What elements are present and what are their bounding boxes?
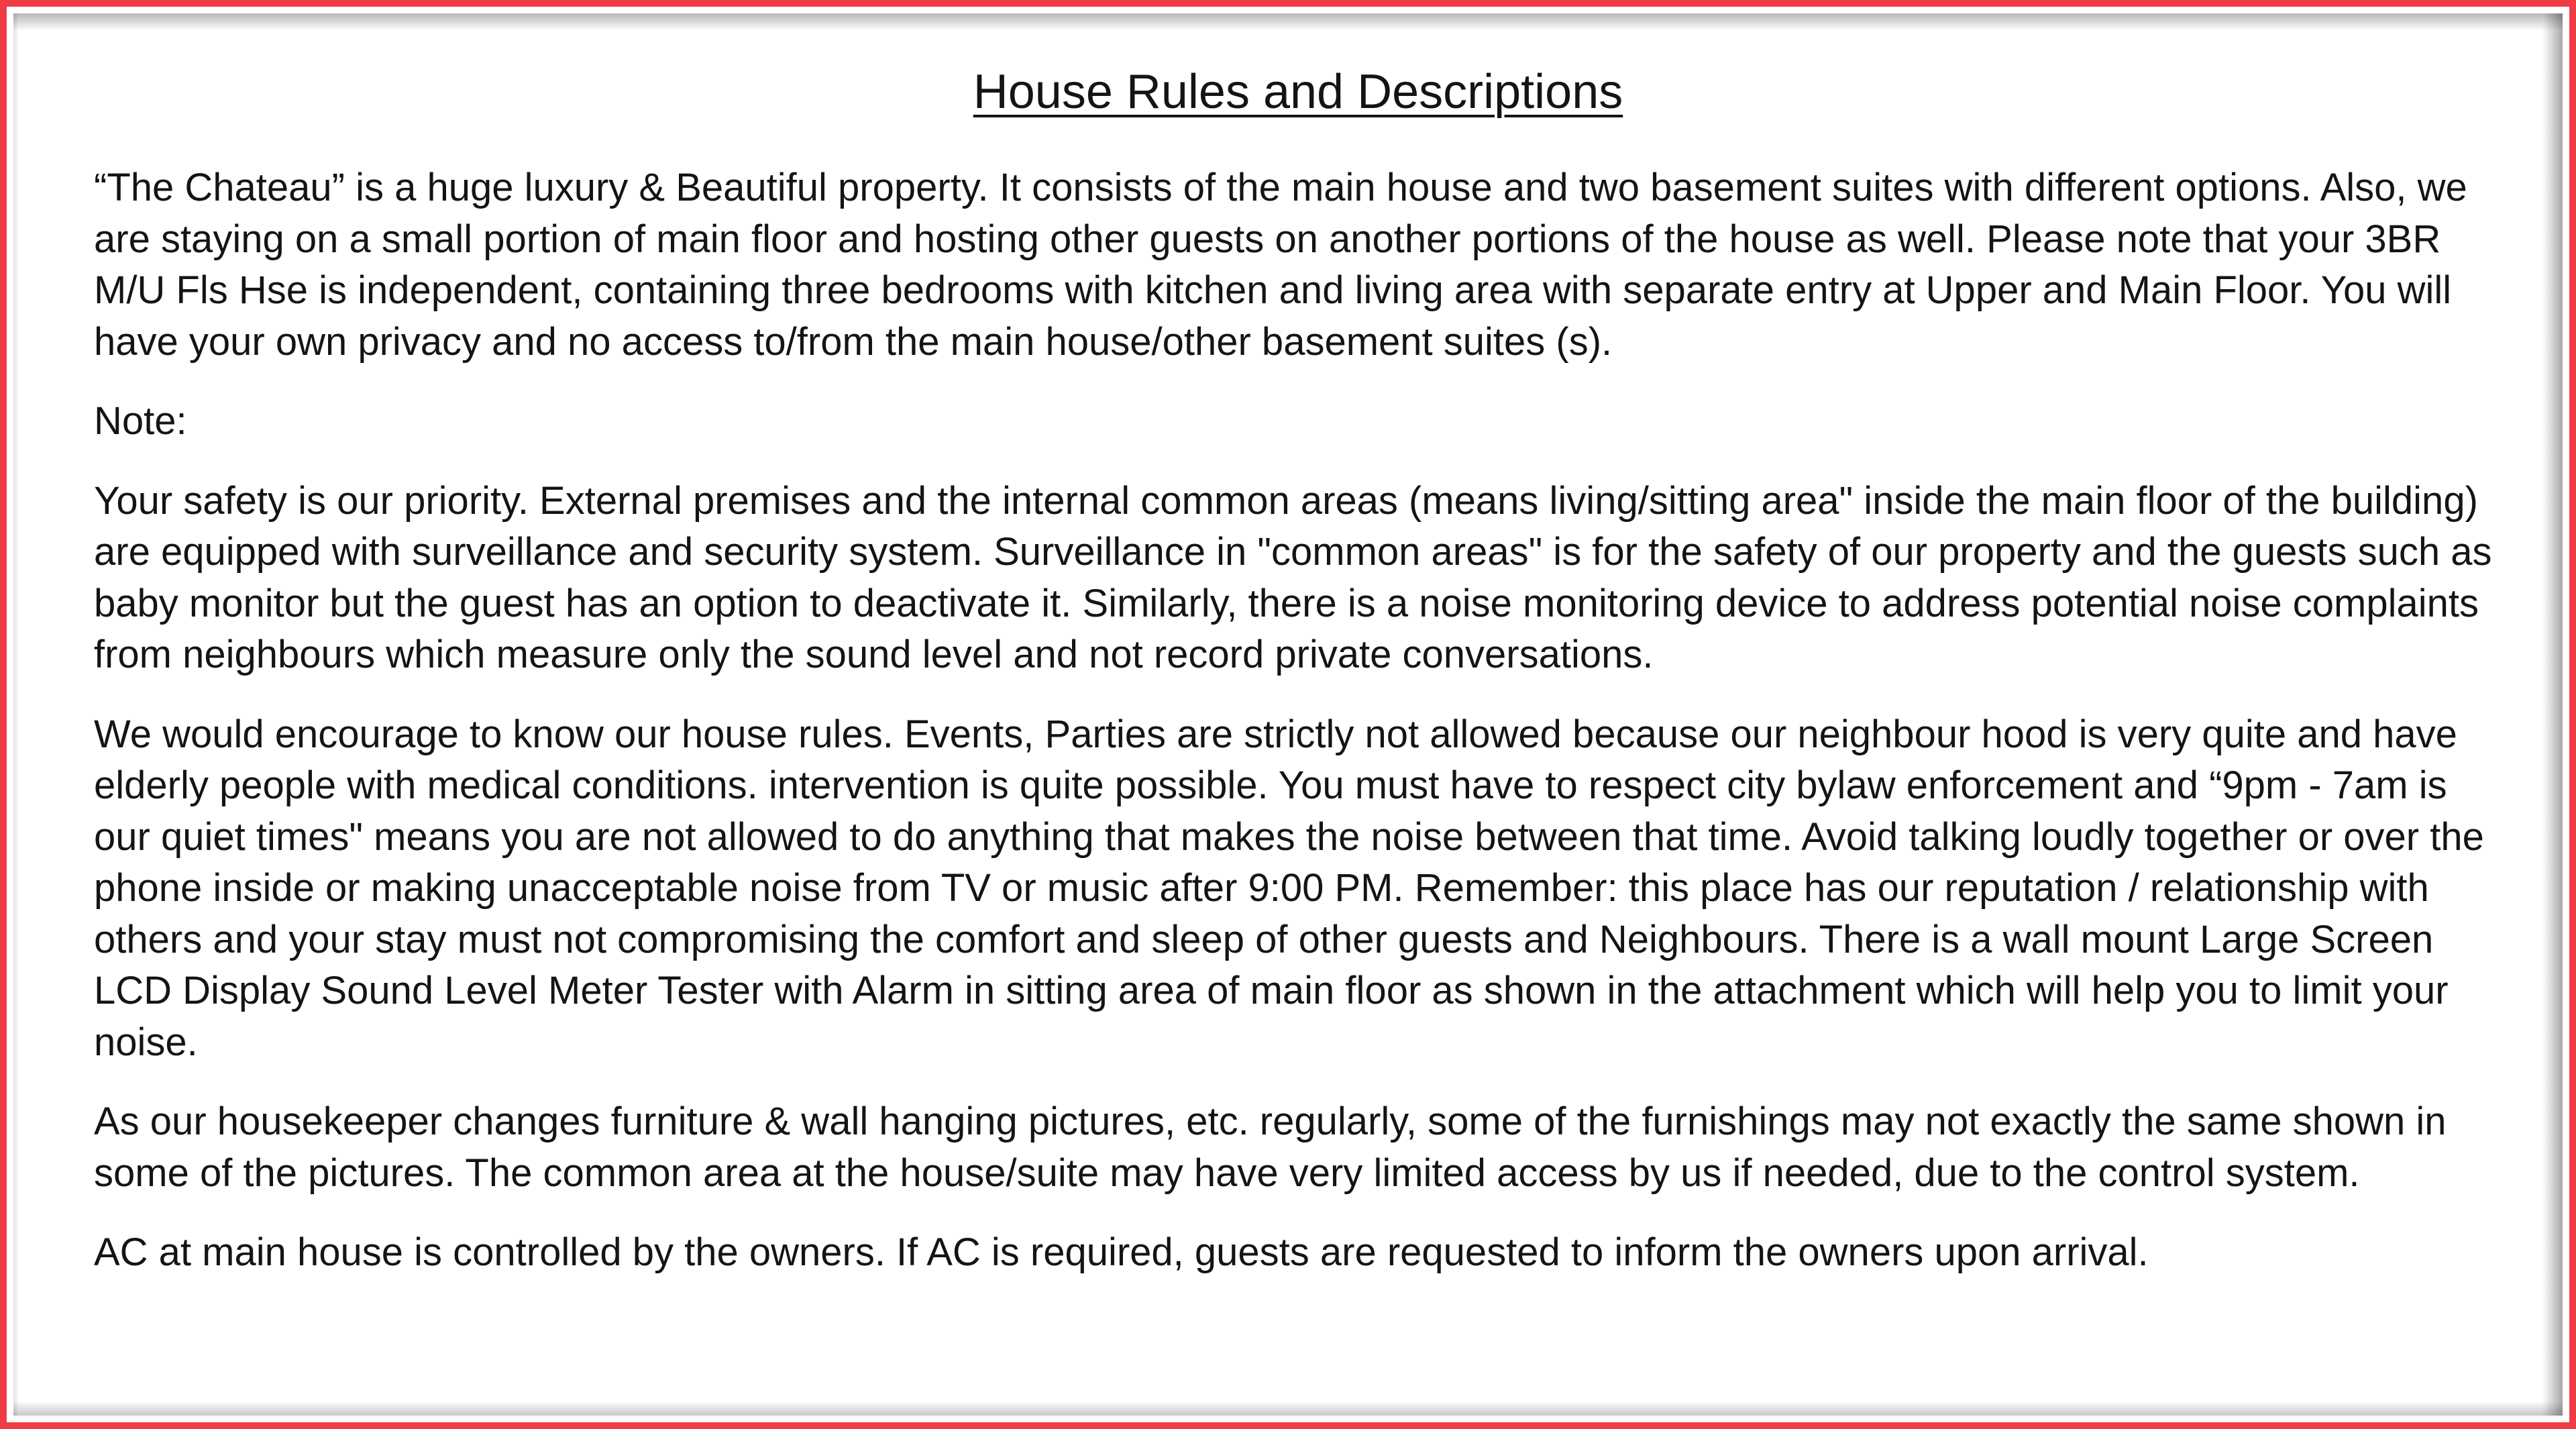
frame-shadow-top — [13, 13, 2563, 31]
ac-paragraph: AC at main house is controlled by the owners. If AC is required, guests are requested to inform the owners upon arrival. — [94, 1230, 2149, 1274]
furnishings-paragraph: As our housekeeper changes furniture & wall hanging pictures, etc. regularly, some of the furnishings may not exactly the same shown in some of the pictures. The common area at the house/suite may have very limited access by us if needed, due to the control system. — [94, 1100, 2447, 1195]
frame-shadow-left — [13, 13, 19, 1416]
page-title: House Rules and Descriptions — [973, 65, 1623, 119]
note-label: Note: — [94, 399, 187, 443]
intro-paragraph: “The Chateau” is a huge luxury & Beautiful property. It consists of the main house and two basement suites with different options. Also, we are staying on a small portion of main floor and hosting other guests on another portions of the house as well. Please note that your 3BR M/U Fls Hse is independent, containing three bedrooms with kitchen and living area with separate entry at Upper and Main Floor. You will have your own privacy and no access to/from the main house/other basement suites (s). — [94, 166, 2467, 364]
safety-paragraph: Your safety is our priority. External premises and the internal common areas (means living/sitting area" inside the main floor of the building) are equipped with surveillance and security system. Surveillance in "common areas" is for the safety of our property and the guests such as baby monitor but the guest has an option to deactivate it. Similarly, there is a noise monitoring device to address potential noise complaints from neighbours which measure only the sound level and not record private conversations. — [94, 478, 2492, 676]
frame-shadow-right — [2542, 13, 2563, 1416]
document-body — [94, 55, 2502, 1307]
frame-shadow-bottom — [13, 1401, 2563, 1416]
house-rules-paragraph: We would encourage to know our house rules. Events, Parties are strictly not allowed because our neighbour hood is very quite and have elderly people with medical conditions. intervention is quite possible. You must have to respect city bylaw enforcement and “9pm - 7am is our quiet times" means you are not allowed to do anything that makes the noise between that time. Avoid talking loudly together or over the phone inside or making unacceptable noise from TV or music after 9:00 PM. Remember: this place has our reputation / relationship with others and your stay must not compromising the comfort and sleep of other guests and Neighbours. There is a wall mount Large Screen LCD Display Sound Level Meter Tester with Alarm in sitting area of main floor as shown in the attachment which will help you to limit your noise. — [94, 712, 2484, 1064]
